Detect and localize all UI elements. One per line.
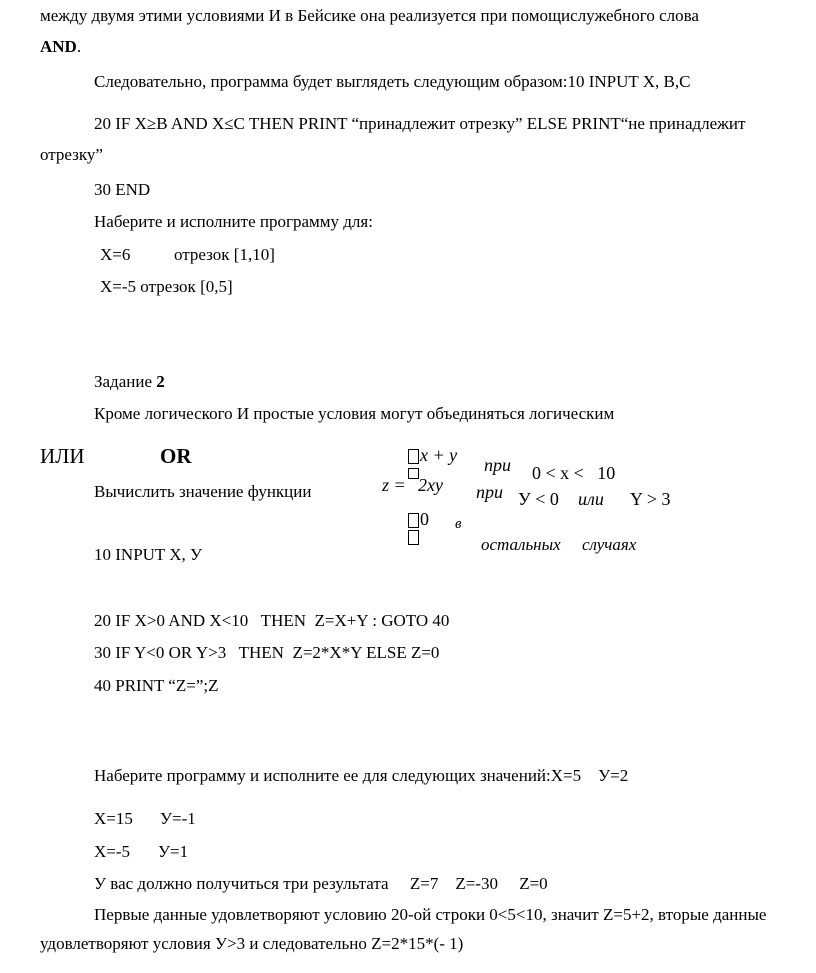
value-x: X=15 [94, 809, 133, 828]
text-line: Первые данные удовлетворяют условию 20-ой строки 0<5<10, значит Z=5+2, вторые данные [94, 905, 767, 924]
formula-condition-1: 0 < x < 10 [532, 463, 616, 483]
task-number: 2 [156, 372, 165, 391]
formula-ostalnyh: остальных [481, 535, 561, 554]
formula-ili: или [578, 489, 604, 509]
brace-lower-icon [408, 513, 419, 528]
formula-case-2: 2xy [418, 475, 443, 495]
formula-v: в [455, 516, 462, 532]
text-line: Наберите программу и исполните ее для следующих значений:X=5 У=2 [94, 766, 629, 785]
formula-case-3: 0 [420, 509, 429, 529]
formula-condition-2a: У < 0 [518, 489, 559, 509]
value-y: У=-1 [160, 809, 196, 828]
value-segment: отрезок [1,10] [174, 245, 275, 264]
text-line: удовлетворяют условия У>3 и следовательно Z=2*15*(- 1) [40, 934, 464, 953]
code-line: 20 IF X>0 AND X<10 THEN Z=X+Y : GOTO 40 [94, 611, 450, 630]
task-label: Задание [94, 372, 152, 391]
code-line: 20 IF X≥B AND X≤C THEN PRINT “принадлежит отрезку” ELSE PRINT“не принадлежит [94, 114, 746, 133]
formula-case-1: x + y [420, 445, 458, 465]
task-heading [94, 372, 165, 392]
formula-pri-1: при [484, 455, 511, 475]
value-x: X=6 [100, 245, 131, 264]
text-fragment: . [76, 37, 82, 56]
brace-top-icon [408, 449, 419, 464]
or-english: OR [160, 444, 192, 468]
formula-sluchayah: случаях [582, 535, 637, 554]
code-line: 10 INPUT X, У [94, 545, 203, 564]
text-line [40, 37, 81, 57]
keyword-and: AND [40, 37, 77, 56]
code-line: 30 IF Y<0 OR Y>3 THEN Z=2*X*Y ELSE Z=0 [94, 643, 440, 662]
text-line: Наберите и исполните программу для: [94, 212, 373, 231]
text-line: X=-5 отрезок [0,5] [100, 277, 233, 296]
formula-condition-2b: Y > 3 [630, 489, 671, 509]
brace-bottom-icon [408, 530, 419, 545]
text-line: Вычислить значение функции [94, 482, 312, 501]
code-line: 30 END [94, 180, 151, 199]
code-line: отрезку” [40, 145, 103, 164]
value-y: У=1 [158, 842, 189, 861]
text-line: Кроме логического И простые условия могут объединяться логическим [94, 404, 615, 423]
text-line: У вас должно получиться три результата Z=7 Z=-30 Z=0 [94, 874, 548, 893]
formula-pri-2: при [476, 482, 503, 502]
formula-z-eq: z = [382, 475, 406, 495]
text-line: между двумя этими условиями И в Бейсике она реализуется при помощислужебного слова [40, 6, 699, 25]
code-line: 40 PRINT “Z=”;Z [94, 676, 219, 695]
text-line: Следовательно, программа будет выглядеть следующим образом:10 INPUT X, B,C [94, 72, 691, 91]
value-x: X=-5 [94, 842, 131, 861]
or-russian: ИЛИ [40, 444, 85, 468]
